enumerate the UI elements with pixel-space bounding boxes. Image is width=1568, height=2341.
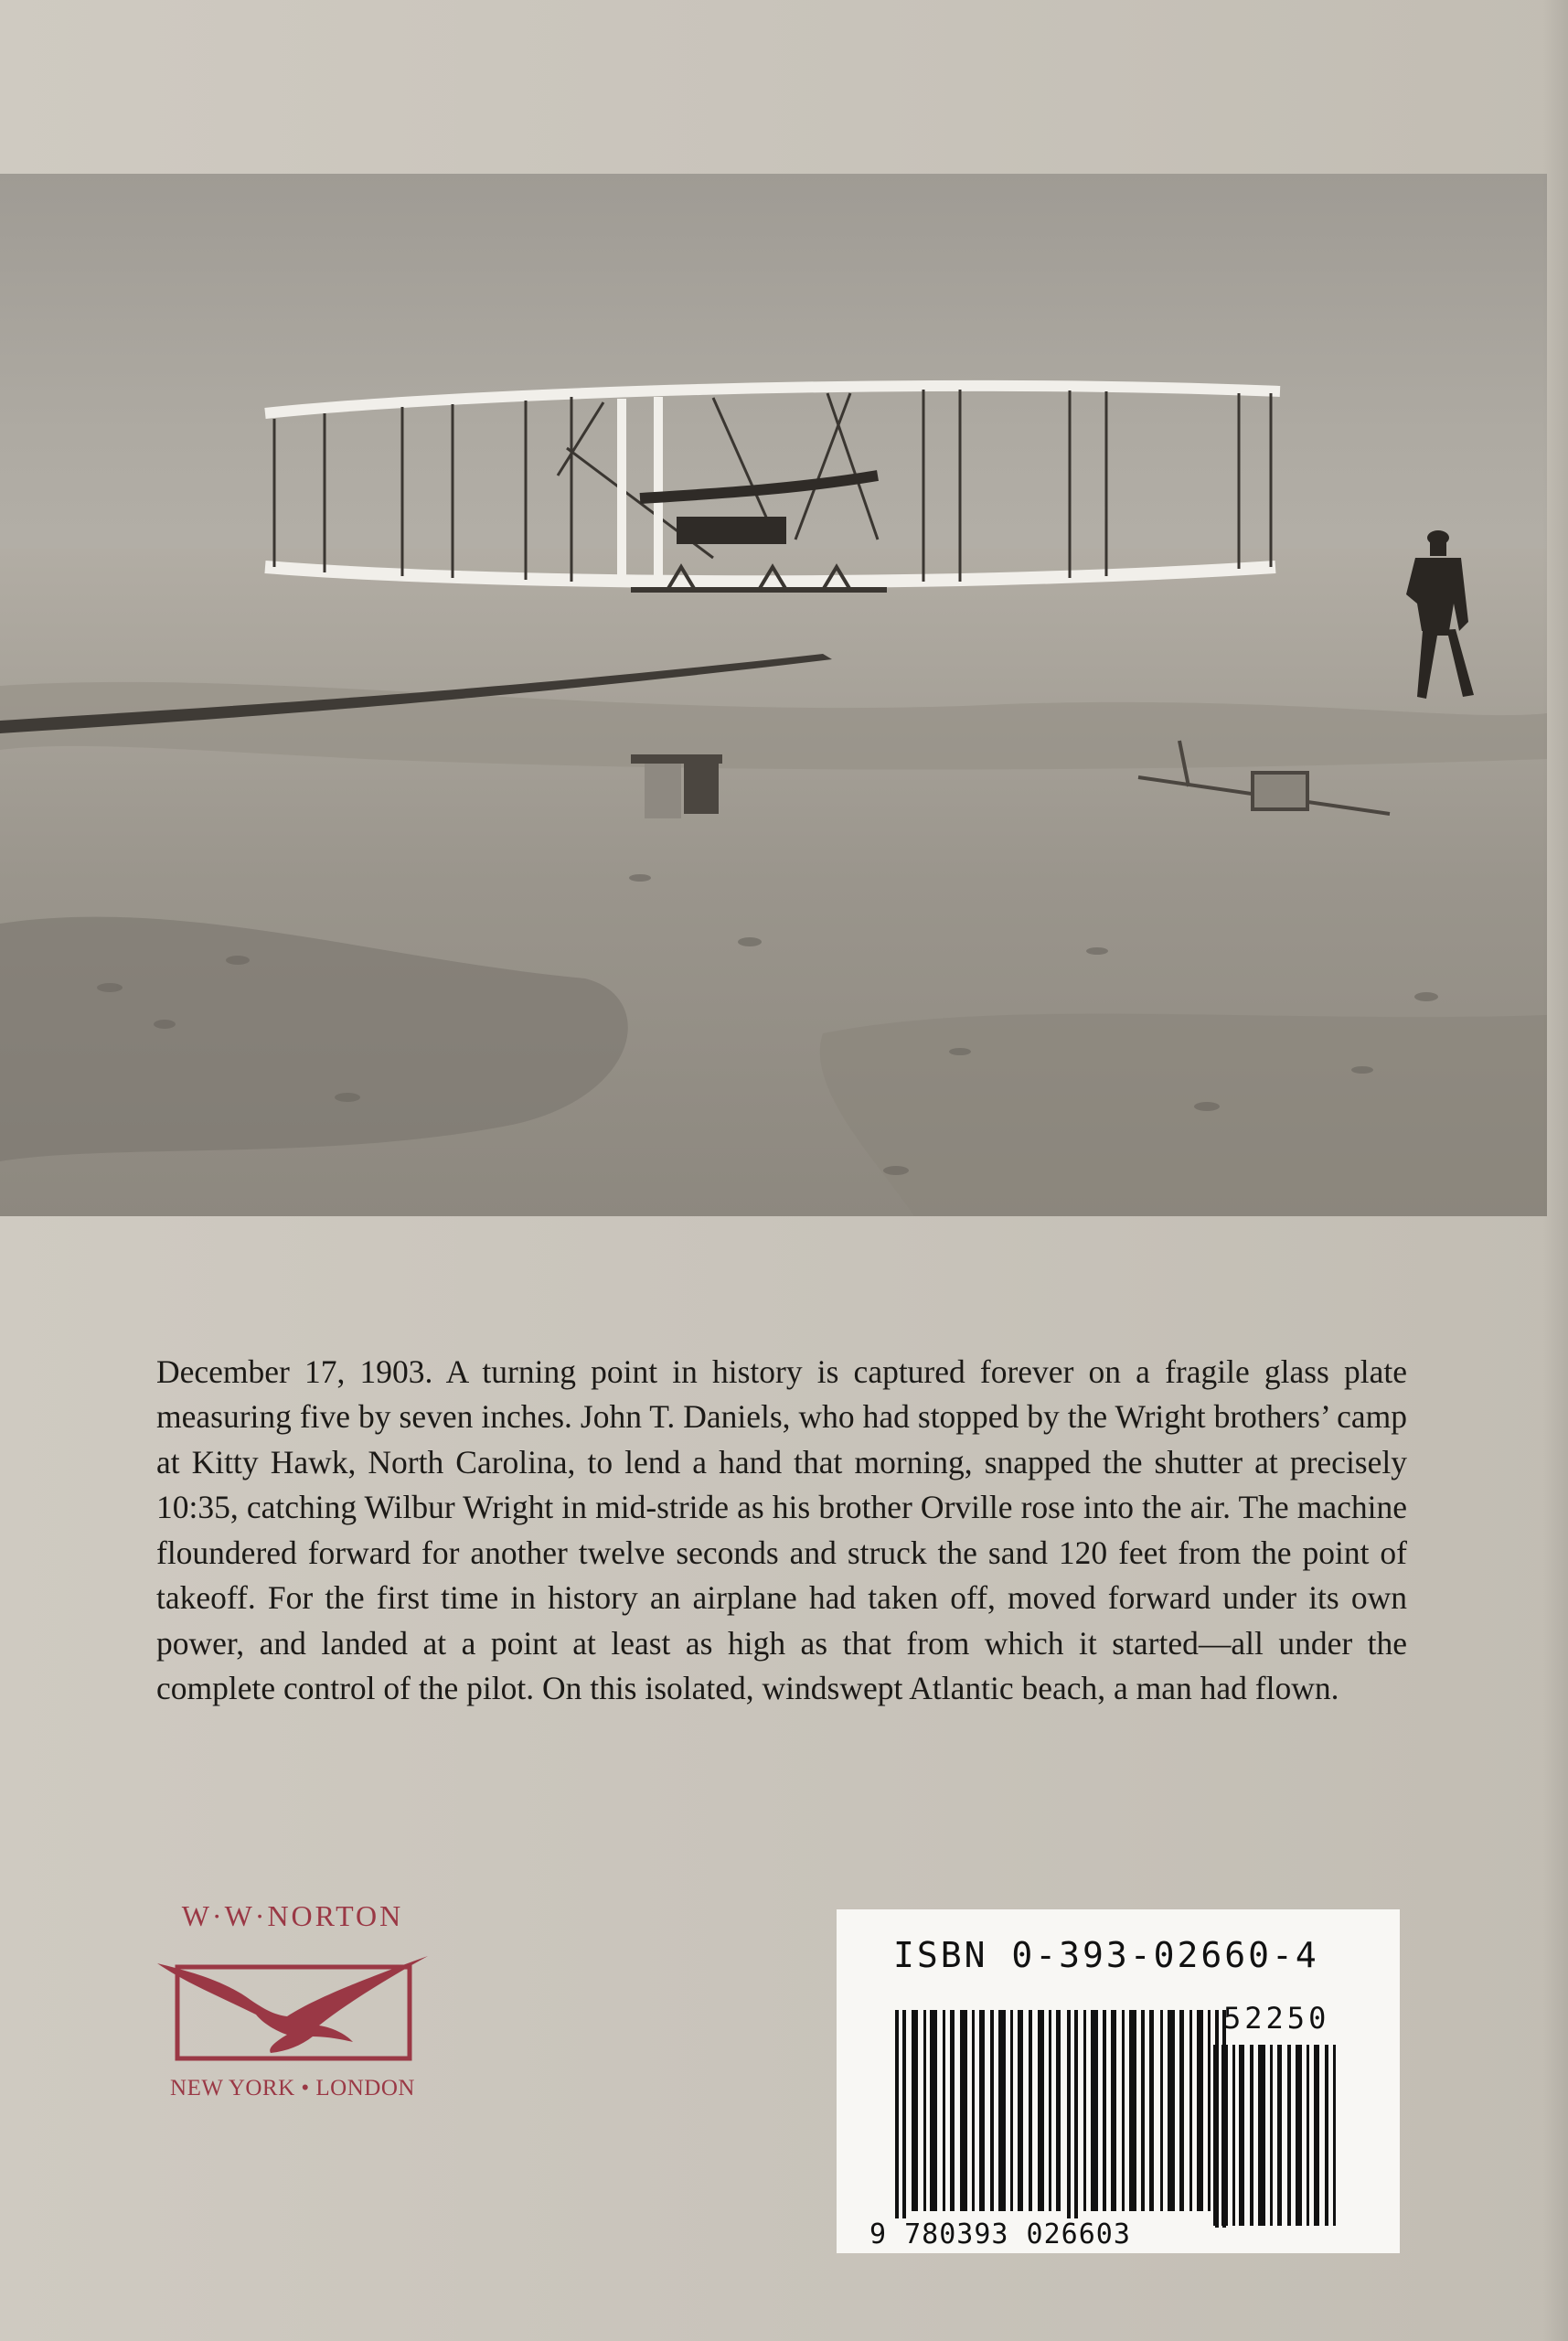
ean-digits: 9 780393 026603 — [869, 2218, 1131, 2250]
wooden-bench — [631, 754, 722, 818]
cover-photograph — [0, 174, 1547, 1216]
publisher-cities: NEW YORK • LONDON — [170, 2076, 415, 2100]
isbn-barcode-panel — [837, 1909, 1400, 2253]
publisher-imprint — [146, 1897, 439, 2102]
barcode-icon — [837, 1909, 1400, 2253]
seagull-icon — [150, 1947, 435, 2066]
back-cover-blurb: December 17, 1903. A turning point in history is captured forever on a fragile glass plate measuring five by seven inches. John T. Daniels, who had stopped by the Wright brothers’ camp at Kitty Hawk, North Carolina, to lend a hand that morning, snapped the shutter at precisely 10:35, catching Wilbur Wright in mid-stride as his brother Orville rose into the air. The machine floundered forward for another twelve seconds and struck the sand 120 feet from the point of takeoff. For the first time in history an airplane had taken off, moved forward under its own power, and landed at a point at least as high as that from which it started—all under the complete control of the pilot. On this isolated, windswept Atlantic beach, a man had flown. — [156, 1352, 1407, 1706]
first-flight-photo — [0, 174, 1547, 1216]
price-code: 52250 — [1223, 2001, 1330, 2036]
isbn-number: ISBN 0-393-02660-4 — [893, 1935, 1319, 1975]
cover-edge-shadow — [1542, 0, 1568, 2341]
publisher-name: W·W·NORTON — [181, 1899, 404, 1932]
